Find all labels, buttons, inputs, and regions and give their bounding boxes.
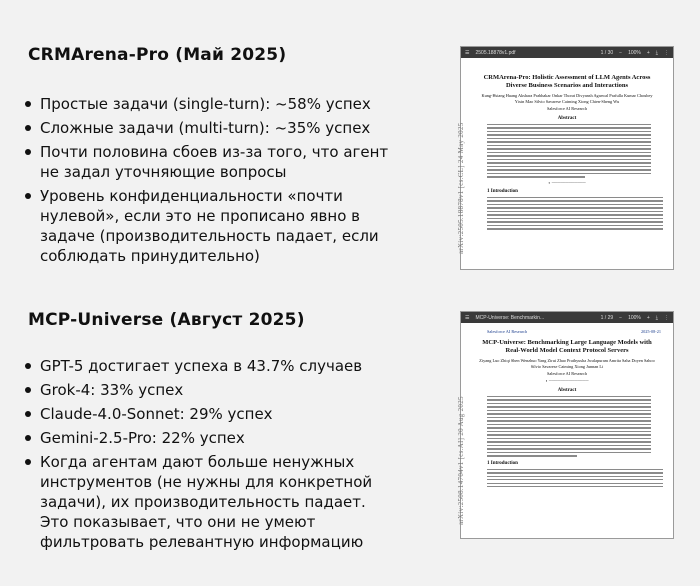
arxiv-id: arXiv:2508.14704v1 [cs.AI] 20 Aug 2025 — [457, 396, 465, 525]
list-item: Простые задачи (single-turn): ~58% успех — [40, 94, 400, 114]
paper-affiliation: Salesforce AI Research — [546, 371, 588, 376]
menu-icon[interactable]: ☰ — [465, 314, 470, 321]
paper-affiliation: Salesforce AI Research — [546, 106, 588, 111]
github-icon: ◐ ────────────── — [545, 378, 589, 383]
more-icon[interactable]: ⋮ — [664, 49, 669, 56]
abstract-text — [487, 124, 651, 178]
paper-title: MCP-Universe: Benchmarking Large Language Models with Real-World Model Context Protocol Servers — [482, 339, 652, 354]
pdf-zoom: 100% — [628, 314, 641, 321]
pdf-filename: MCP-Universe: Benchmarkin... — [475, 314, 545, 321]
list-item: Уровень конфиденциальности «почти нулевой», если это не прописано явно в задаче (производительность падает, если соблюдать принудительно) — [40, 186, 400, 266]
download-icon[interactable]: ⤓ — [655, 49, 658, 56]
paper-header-left: Salesforce AI Research — [487, 329, 528, 334]
pdf-preview-mcp-universe[interactable] — [457, 311, 674, 539]
abstract-heading: Abstract — [557, 388, 577, 393]
github-icon: ◐ ──────────── — [548, 179, 586, 185]
list-item: Когда агентам дают больше ненужных инструментов (не нужны для конкретной задачи), их производительность падает. Это показывает, что они не умеют фильтровать релевантную информацию — [40, 452, 390, 552]
abstract-heading: Abstract — [557, 116, 577, 121]
zoom-in-icon[interactable]: + — [646, 49, 650, 56]
abstract-text — [487, 396, 651, 457]
list-item: Сложные задачи (multi-turn): ~35% успех — [40, 118, 400, 138]
pdf-zoom: 100% — [628, 49, 641, 56]
pdf-page-indicator: 1 / 30 — [600, 49, 614, 56]
list-item: Почти половина сбоев из-за того, что агент не задал уточняющие вопросы — [40, 142, 400, 182]
zoom-out-icon[interactable]: − — [619, 49, 623, 56]
zoom-in-icon[interactable]: + — [646, 314, 650, 321]
paper-authors: Ziyang Luo Zhiqi Shen Wenzhuo Yang Zirui Zhao Prathyusha Jwalapuram Amrita Saha Doyen Sahoo Silvio Savarese Caiming Xiong Junnan Li — [479, 358, 655, 369]
pdf-toolbar — [461, 312, 673, 323]
zoom-out-icon[interactable]: − — [619, 314, 623, 321]
pdf-filename: 2505.18878v1.pdf — [475, 49, 516, 56]
pdf-page-indicator: 1 / 29 — [600, 314, 614, 321]
list-item: GPT-5 достигает успеха в 43.7% случаев — [40, 356, 390, 376]
paper-title: CRMArena-Pro: Holistic Assessment of LLM Agents Across Diverse Business Scenarios and Interactions — [483, 74, 651, 89]
arxiv-id: arXiv:2505.18878v1 [cs.CL] 24 May 2025 — [457, 122, 465, 254]
section-title-mcp-universe: MCP-Universe (Август 2025) — [28, 310, 305, 330]
pdf-preview-crmarena[interactable] — [457, 46, 674, 270]
section-heading: 1 Introduction — [487, 188, 518, 194]
menu-icon[interactable]: ☰ — [465, 49, 470, 56]
paper-authors: Kung-Hsiang Huang Akshara Prabhakar Onkar Thorat Divyansh Agarwal Prafulla Kumar Choubey Yixin Mao Silvio Savarese Caiming Xiong Chien-Sheng Wu — [481, 93, 653, 104]
list-item: Grok-4: 33% успех — [40, 380, 390, 400]
paper-header-right: 2025-08-21 — [640, 329, 661, 334]
pdf-page — [457, 58, 673, 280]
download-icon[interactable]: ⤓ — [655, 314, 658, 321]
intro-text — [487, 197, 663, 230]
pdf-page — [457, 329, 673, 555]
intro-text — [487, 469, 663, 488]
list-item: Gemini-2.5-Pro: 22% успех — [40, 428, 390, 448]
list-item: Claude-4.0-Sonnet: 29% успех — [40, 404, 390, 424]
pdf-toolbar — [461, 47, 673, 58]
bullet-list-crmarena — [18, 94, 400, 270]
section-heading: 1 Introduction — [487, 460, 518, 466]
section-title-crmarena: CRMArena-Pro (Май 2025) — [28, 45, 287, 65]
bullet-list-mcp-universe — [18, 356, 390, 556]
more-icon[interactable]: ⋮ — [664, 314, 669, 321]
